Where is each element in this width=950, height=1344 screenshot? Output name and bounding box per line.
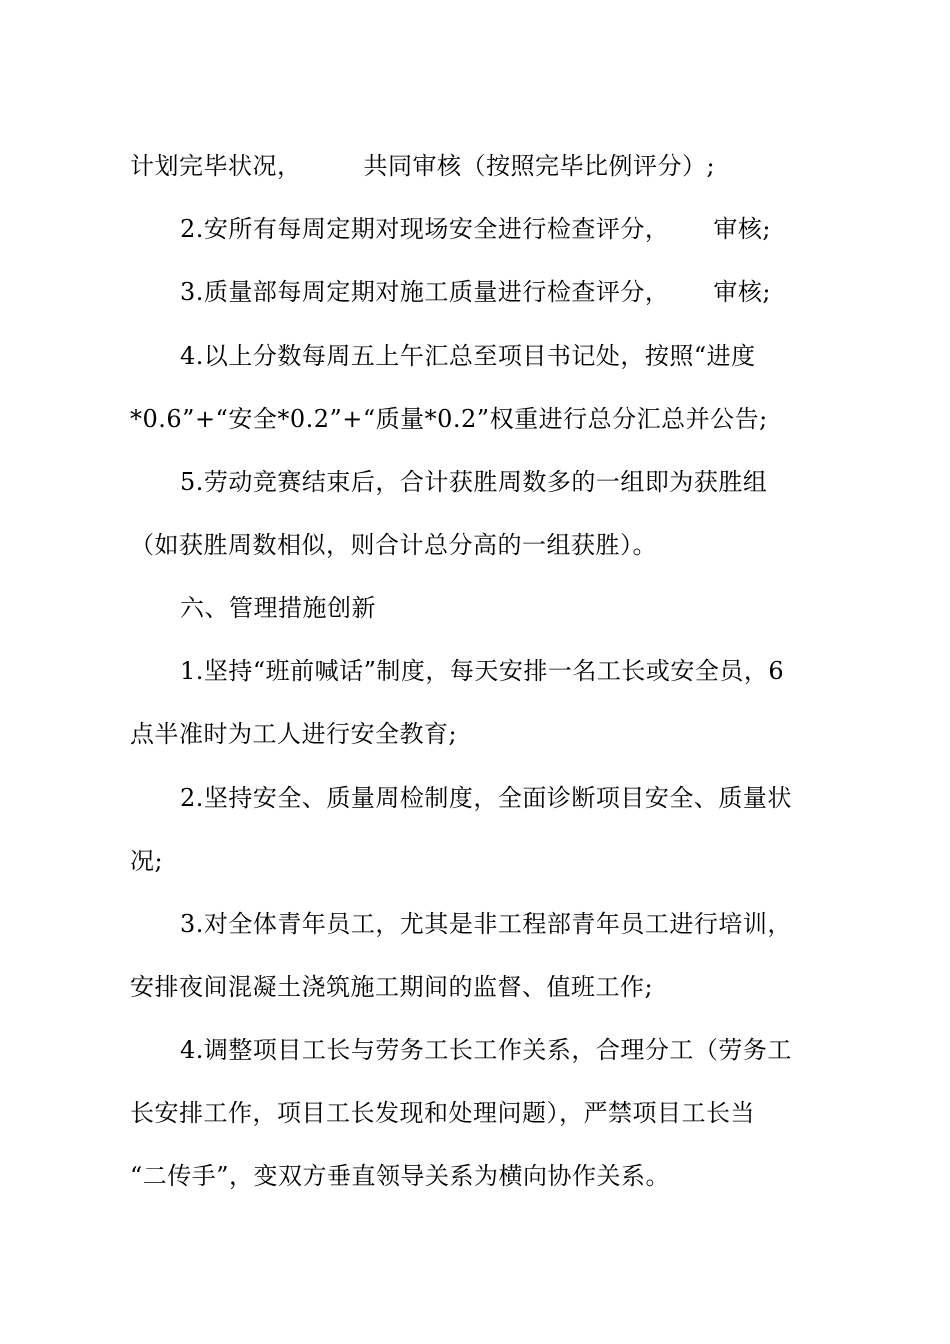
paragraph-line: 4.调整项目工长与劳务工长工作关系，合理分工（劳务工 bbox=[180, 1036, 792, 1064]
paragraph-line: 长安排工作，项目工长发现和处理问题），严禁项目工长当 bbox=[130, 1099, 755, 1127]
paragraph-line bbox=[130, 150, 830, 182]
line-text: 计划完毕状况， bbox=[130, 152, 302, 180]
section-heading: 六、管理措施创新 bbox=[180, 594, 376, 622]
paragraph-line: 况; bbox=[130, 847, 164, 875]
paragraph-line: “二传手”，变双方垂直领导关系为横向协作关系。 bbox=[130, 1162, 671, 1190]
line-text: 共同审核（按照完毕比例评分）; bbox=[363, 152, 716, 180]
paragraph-line bbox=[180, 213, 830, 245]
paragraph-line bbox=[180, 276, 830, 308]
paragraph-line: *0.6”+“安全*0.2”+“质量*0.2”权重进行总分汇总并公告; bbox=[130, 405, 768, 433]
paragraph-line: 安排夜间混凝土浇筑施工期间的监督、值班工作; bbox=[130, 973, 654, 1001]
paragraph-line: 2.坚持安全、质量周检制度，全面诊断项目安全、质量状 bbox=[180, 784, 792, 812]
line-text: 审核; bbox=[713, 278, 771, 306]
paragraph-line: 点半准时为工人进行安全教育; bbox=[130, 720, 458, 748]
line-text: 审核; bbox=[713, 215, 771, 243]
line-text: 3.质量部每周定期对施工质量进行检查评分， bbox=[180, 278, 670, 306]
paragraph-line: 1.坚持“班前喊话”制度，每天安排一名工长或安全员，6 bbox=[180, 657, 785, 685]
line-text: 2.安所有每周定期对现场安全进行检查评分， bbox=[180, 215, 670, 243]
paragraph-line: 4.以上分数每周五上午汇总至项目书记处，按照“进度 bbox=[180, 342, 756, 370]
paragraph-line: （如获胜周数相似，则合计总分高的一组获胜）。 bbox=[130, 531, 657, 559]
paragraph-line: 5.劳动竞赛结束后，合计获胜周数多的一组即为获胜组 bbox=[180, 468, 768, 496]
paragraph-line: 3.对全体青年员工，尤其是非工程部青年员工进行培训， bbox=[180, 910, 792, 938]
